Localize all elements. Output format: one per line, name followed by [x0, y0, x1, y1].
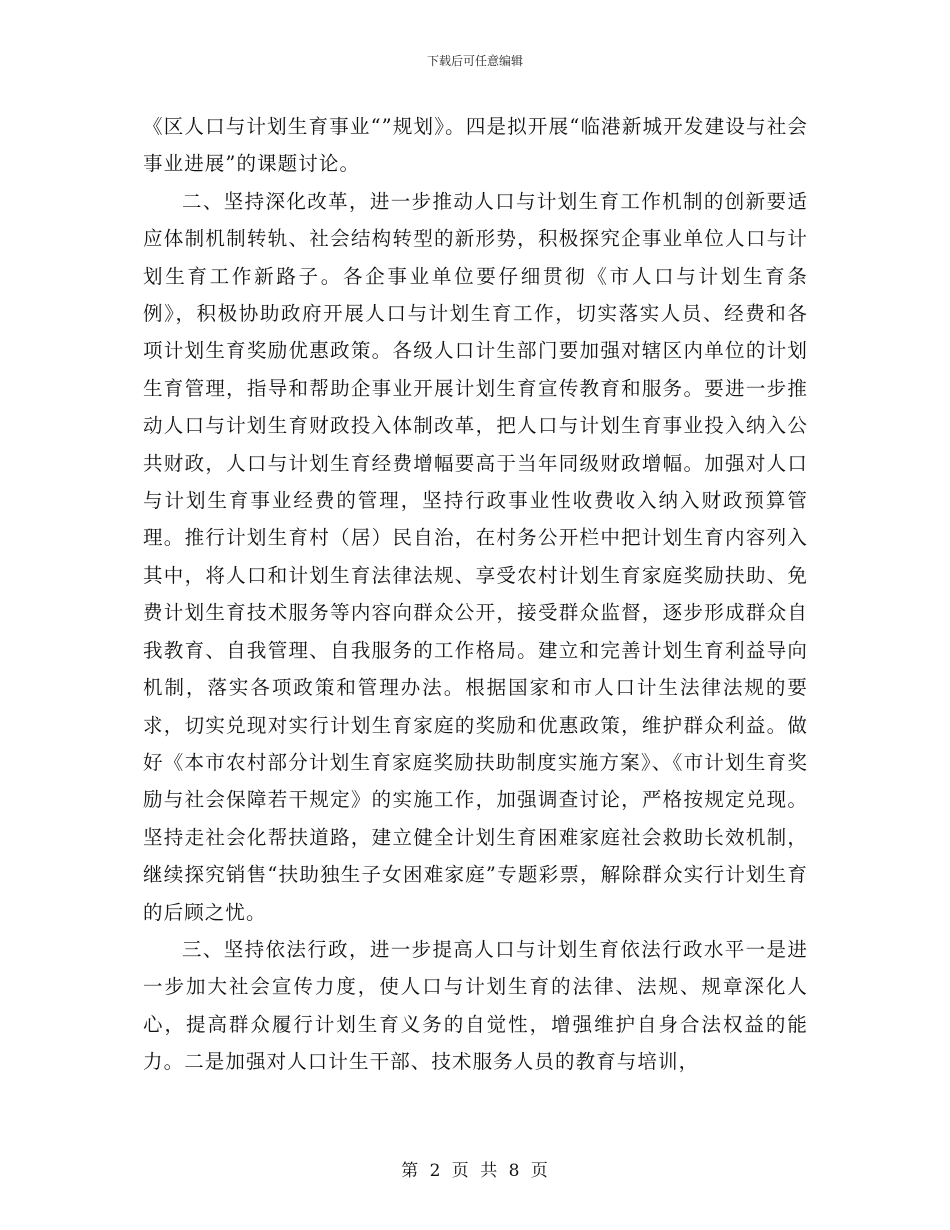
- paragraph-section-three: 三、坚持依法行政，进一步提高人口与计划生育依法行政水平一是进一步加大社会宣传力度，使人口与计划生育的法律、法规、规章深化人心，提高群众履行计划生育义务的自觉性，增强维护自身合法权益的能力。二是加强对人口计生干部、技术服务人员的教育与培训，: [143, 937, 808, 1074]
- paragraph-section-two: 二、坚持深化改革，进一步推动人口与计划生育工作机制的创新要适应体制机制转轨、社会结构转型的新形势，积极探究企事业单位人口与计划生育工作新路子。各企事业单位要仔细贯彻《市人口与计划生育条例》，积极协助政府开展人口与计划生育工作，切实落实人员、经费和各项计划生育奖励优惠政策。各级人口计生部门要加强对辖区内单位的计划生育管理，指导和帮助企事业开展计划生育宣传教育和服务。要进一步推动人口与计划生育财政投入体制改革，把人口与计划生育事业投入纳入公共财政，人口与计划生育经费增幅要高于当年同级财政增幅。加强对人口与计划生育事业经费的管理，坚持行政事业性收费收入纳入财政预算管理。推行计划生育村（居）民自治，在村务公开栏中把计划生育内容列入其中，将人口和计划生育法律法规、享受农村计划生育家庭奖励扶助、免费计划生育技术服务等内容向群众公开，接受群众监督，逐步形成群众自我教育、自我管理、自我服务的工作格局。建立和完善计划生育利益导向机制，落实各项政策和管理办法。根据国家和市人口计生法律法规的要求，切实兑现对实行计划生育家庭的奖励和优惠政策，维护群众利益。做好《本市农村部分计划生育家庭奖励扶助制度实施方案》、《市计划生育奖励与社会保障若干规定》的实施工作，加强调查讨论，严格按规定兑现。坚持走社会化帮扶道路，建立健全计划生育困难家庭社会救助长效机制，继续探究销售“扶助独生子女困难家庭”专题彩票，解除群众实行计划生育的后顾之忧。: [143, 189, 808, 924]
- paragraph-continuation: 《区人口与计划生育事业“”规划》。四是拟开展“临港新城开发建设与社会事业进展”的课题讨论。: [143, 115, 808, 176]
- document-body: [143, 108, 808, 1081]
- page-number: 第 2 页 共 8 页: [401, 1161, 549, 1181]
- header-note: 下载后可任意编辑: [426, 54, 523, 68]
